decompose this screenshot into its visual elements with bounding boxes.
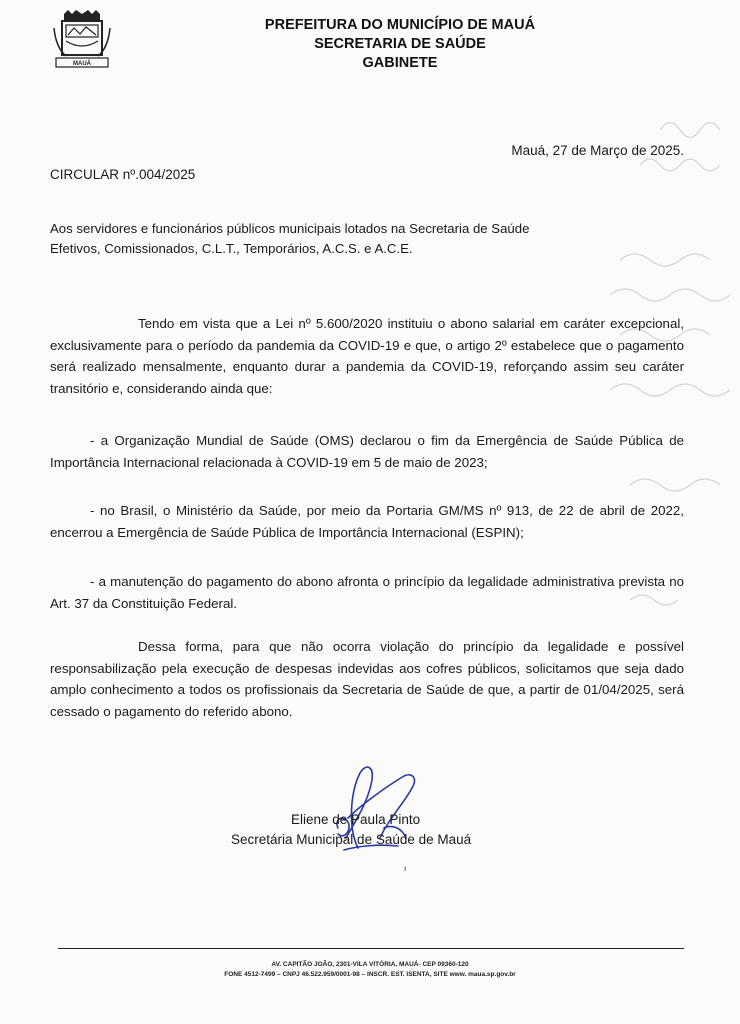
circular-number: CIRCULAR nº.004/2025 bbox=[50, 167, 196, 182]
addressee-block bbox=[50, 219, 529, 259]
footer-divider bbox=[58, 948, 684, 949]
addressee-line-2: Efetivos, Comissionados, C.L.T., Temporários, A.C.S. e A.C.E. bbox=[50, 241, 413, 256]
letterhead bbox=[150, 16, 650, 73]
signature-mark: ı bbox=[404, 864, 407, 873]
signatory-name: Eliene de Paula Pinto bbox=[291, 812, 421, 827]
document-date: Mauá, 27 de Março de 2025. bbox=[511, 143, 684, 158]
footer bbox=[120, 960, 620, 980]
body-paragraph-espin: - no Brasil, o Ministério da Saúde, por meio da Portaria GM/MS nº 913, de 22 de abril de 2022, encerrou a Emergência de Saúde Pública de Importância Internacional (ESPIN); bbox=[50, 503, 684, 540]
body-paragraph-conclusion: Dessa forma, para que não ocorra violação do princípio da legalidade e possível responsabilização pela execução de despesas indevidas aos cofres públicos, solicitamos que seja dado amplo conhecimento a todos os profissionais da Secretaria de Saúde de que, a partir de 01/04/2025, será cessado o pagamento do referido abono. bbox=[50, 639, 684, 719]
header-secretariat: SECRETARIA DE SAÚDE bbox=[314, 36, 486, 52]
addressee-line-1: Aos servidores e funcionários públicos municipais lotados na Secretaria de Saúde bbox=[50, 221, 530, 236]
municipal-crest-icon bbox=[50, 8, 114, 72]
header-department: GABINETE bbox=[362, 55, 438, 71]
body-paragraph-legality: - a manutenção do pagamento do abono afronta o princípio da legalidade administrativa prevista no Art. 37 da Constituição Federal. bbox=[50, 574, 684, 611]
header-municipality: PREFEITURA DO MUNICÍPIO DE MAUÁ bbox=[264, 17, 536, 33]
body-paragraph-oms: - a Organização Mundial de Saúde (OMS) declarou o fim da Emergência de Saúde Pública de Importância Internacional relacionada à COVID-19 em 5 de maio de 2023; bbox=[50, 433, 684, 470]
footer-contact: FONE 4512-7499 – CNPJ 46.522.959/0001-98 – INSCR. EST. ISENTA, SITE www. maua.sp.gov.br bbox=[224, 971, 516, 978]
crest-label: MAUÁ bbox=[73, 61, 91, 67]
footer-address: AV. CAPITÃO JOÃO, 2301-VILA VITÓRIA, MAUÁ- CEP 09360-120 bbox=[271, 961, 469, 968]
signatory-title: Secretária Municipal de Saúde de Mauá bbox=[231, 832, 472, 847]
body-paragraph-intro: Tendo em vista que a Lei nº 5.600/2020 instituiu o abono salarial em caráter excepcional, exclusivamente para o período da pandemia da COVID-19 e que, o artigo 2º estabelece que o pagamento será realizado mensalmente, enquanto durar a pandemia da COVID-19, reforçando assim seu caráter transitório e, considerando ainda que: bbox=[50, 316, 684, 396]
